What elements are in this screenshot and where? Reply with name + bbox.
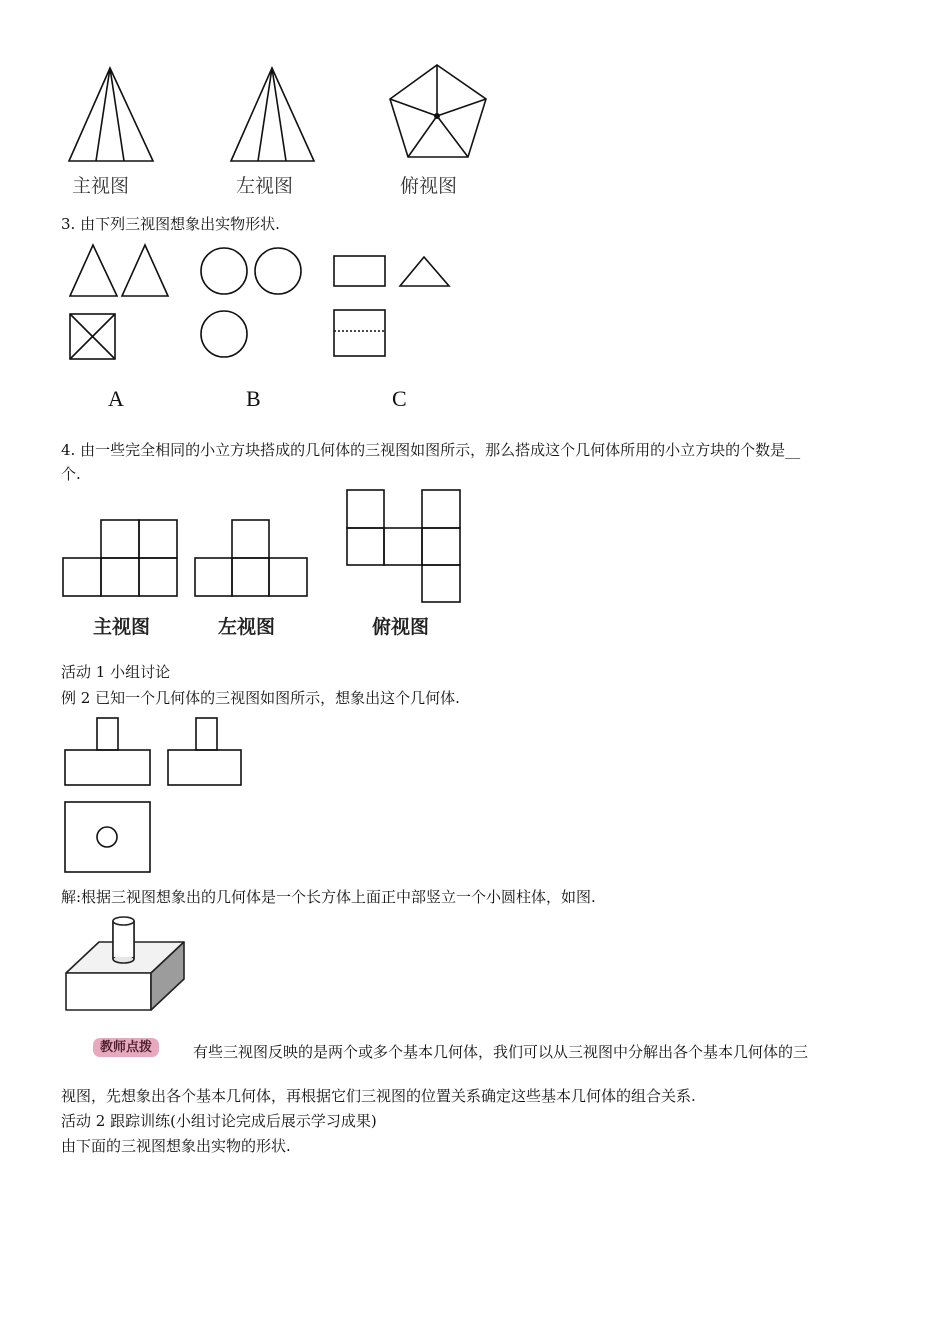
example2-top-view xyxy=(65,802,150,872)
figure1-main-view xyxy=(69,68,153,161)
q4-caption-main: 主视图 xyxy=(93,616,151,638)
q3-figure-a xyxy=(70,245,168,359)
question-4-line1: 4. 由一些完全相同的小立方块搭成的几何体的三视图如图所示，那么搭成这个几何体所用的小立方块的个数是__ xyxy=(61,441,801,459)
figure1-left-view xyxy=(231,68,314,161)
question-3-text: 3. 由下列三视图想象出实物形状. xyxy=(61,215,280,233)
q3-figure-c xyxy=(334,256,449,356)
figure1-caption-left: 左视图 xyxy=(236,175,294,197)
q4-main-view xyxy=(63,520,177,596)
teacher-tip-badge xyxy=(93,1036,159,1055)
q4-left-view xyxy=(195,520,307,596)
activity-2-task: 由下面的三视图想象出实物的形状. xyxy=(61,1137,291,1155)
example2-main-view xyxy=(65,718,150,785)
activity-2-title: 活动 2 跟踪训练(小组讨论完成后展示学习成果) xyxy=(61,1112,377,1130)
question-4-line2: 个. xyxy=(61,465,81,483)
teacher-tip-badge-label: 教师点拨 xyxy=(93,1038,159,1057)
example2-left-view xyxy=(168,718,241,785)
teacher-tip-line2: 视图，先想象出各个基本几何体，再根据它们三视图的位置关系确定这些基本几何体的组合关系. xyxy=(61,1087,696,1105)
figure1-caption-main: 主视图 xyxy=(72,175,130,197)
activity-1-title: 活动 1 小组讨论 xyxy=(61,663,171,681)
figure1-caption-top: 俯视图 xyxy=(400,175,458,197)
q4-caption-left: 左视图 xyxy=(218,616,276,638)
teacher-tip-line1: 有些三视图反映的是两个或多个基本几何体，我们可以从三视图中分解出各个基本几何体的三 xyxy=(193,1043,809,1061)
example2-solid xyxy=(66,917,184,1010)
q4-caption-top: 俯视图 xyxy=(372,616,430,638)
q3-figure-b xyxy=(201,248,301,357)
q3-label-a: A xyxy=(108,386,124,411)
q3-label-c: C xyxy=(392,386,407,411)
example-2-text: 例 2 已知一个几何体的三视图如图所示，想象出这个几何体. xyxy=(61,689,460,707)
figure1-top-view xyxy=(390,65,486,157)
q4-top-view xyxy=(347,490,460,602)
q3-label-b: B xyxy=(246,386,261,411)
solution-text: 解:根据三视图想象出的几何体是一个长方体上面正中部竖立一个小圆柱体，如图. xyxy=(61,888,596,906)
